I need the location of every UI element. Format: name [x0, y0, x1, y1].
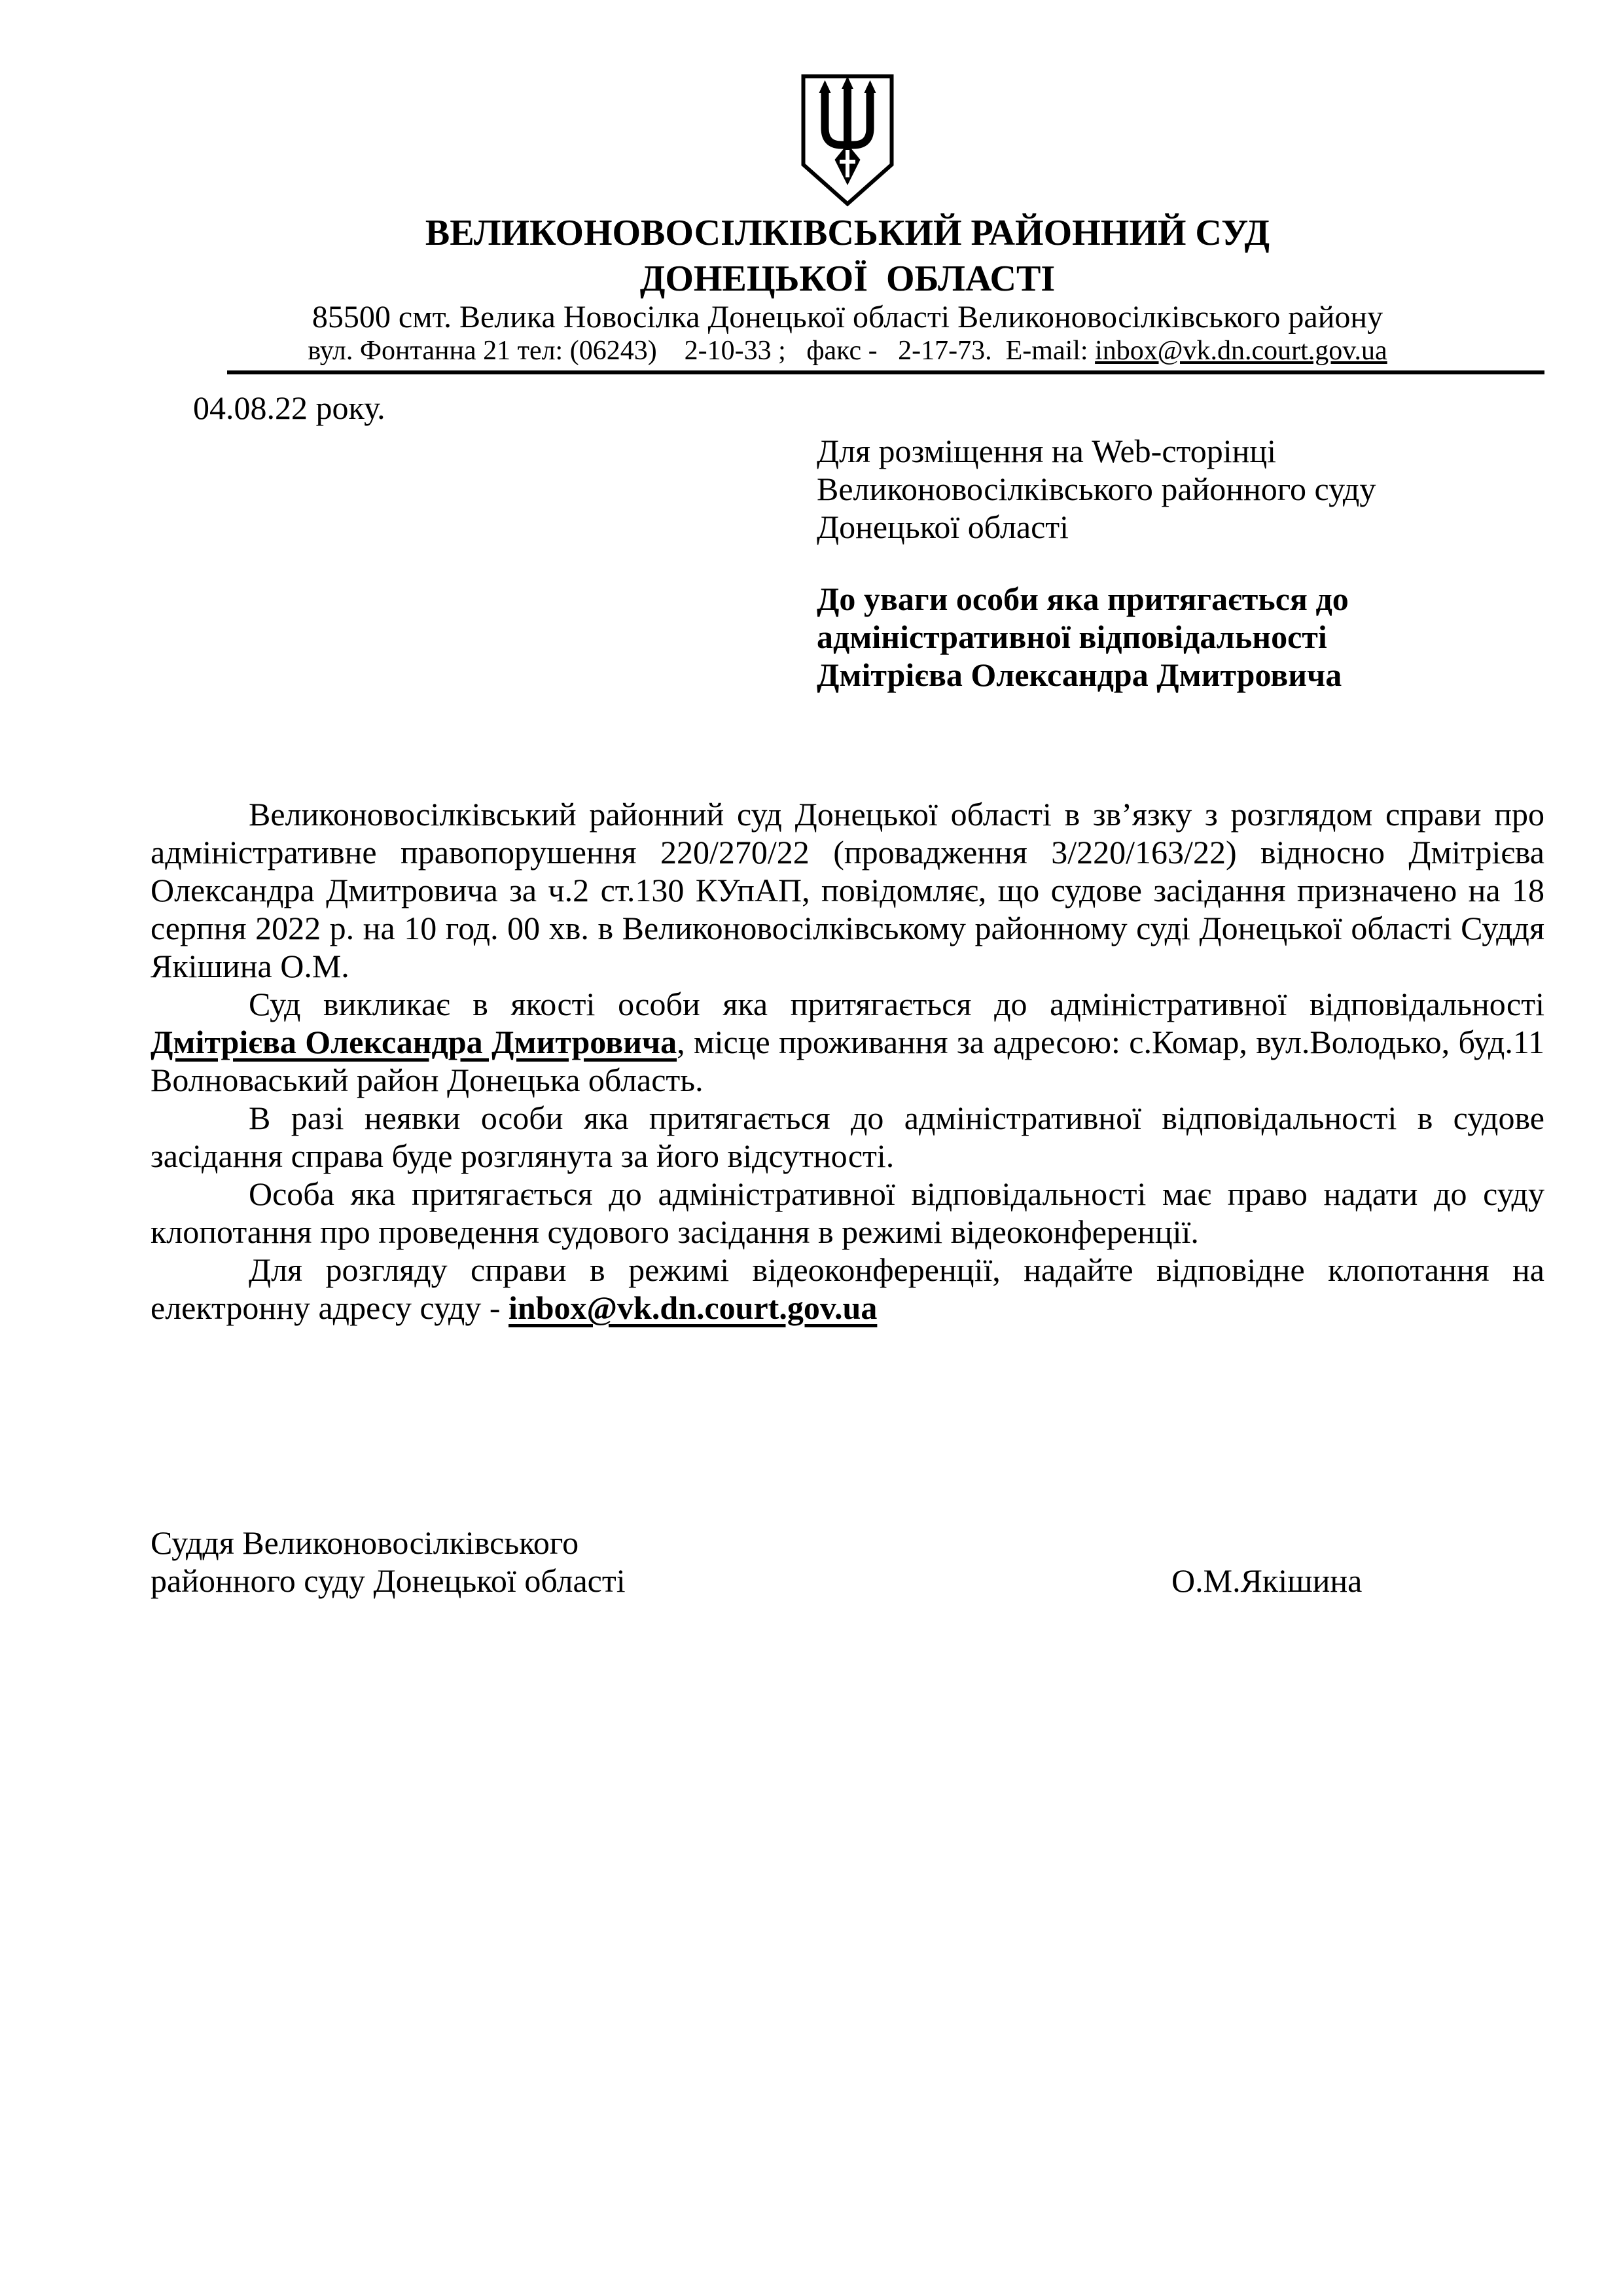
attention-line: До уваги особи яка притягається до	[817, 581, 1349, 617]
signature-title-line2: районного суду Донецької області	[151, 1562, 626, 1599]
letterhead-divider	[227, 370, 1544, 374]
document-date: 04.08.22 року.	[193, 389, 385, 426]
paragraph-hearing-notice: Великоновосілківський районний суд Донецької області в зв’язку з розглядом справи про адміністративне правопорушення 220/270/22 (провадження 3/220/163/22) відносно Дмітрієва Олександра Дмитровича за ч.2 ст.130 КУпАП, повідомляє, що судове засідання призначено на 18 серпня 2022 р. на 10 год. 00 хв. в Великоновосілківському районному суді Донецької області Суддя Якішина О.М.	[151, 796, 1544, 984]
request-text: Для розгляду справи в режимі відеоконференції, надайте відповідне клопотання на електронну адресу суду -	[151, 1251, 1544, 1326]
defendant-name: Дмітрієва Олександра Дмитровича	[151, 1024, 677, 1060]
signature-title-line1: Суддя Великоновосілківського	[151, 1524, 579, 1561]
judge-name: О.М.Якішина	[1171, 1562, 1363, 1599]
paragraph-summons	[151, 985, 1544, 1099]
court-name-line1: ВЕЛИКОНОВОСІЛКІВСЬКИЙ РАЙОННИЙ СУД	[425, 213, 1270, 253]
paragraph-videoconference-request	[151, 1251, 1544, 1327]
court-email-link-body[interactable]: inbox@vk.dn.court.gov.ua	[508, 1289, 878, 1326]
signature-block	[151, 1524, 1544, 1600]
court-email-link[interactable]: inbox@vk.dn.court.gov.ua	[1095, 336, 1387, 366]
summons-text: Суд викликає в якості особи яка притягається до адміністративної відповідальності	[249, 986, 1544, 1022]
recipient-line: Донецької області	[817, 509, 1069, 545]
court-name-line2: ДОНЕЦЬКОЇ ОБЛАСТІ	[639, 259, 1056, 299]
letter-body	[151, 795, 1544, 1327]
court-address: 85500 смт. Велика Новосілка Донецької області Великоновосілківського району	[312, 300, 1383, 334]
court-contacts-text: вул. Фонтанна 21 тел: (06243) 2-10-33 ; факс - 2-17-73. E-mail:	[308, 336, 1096, 366]
ukraine-trident-icon	[151, 73, 1544, 207]
recipient-line: Великоновосілківського районного суду	[817, 471, 1376, 507]
recipient-line: Для розміщення на Web-сторінці	[817, 433, 1277, 469]
paragraph-absence-warning: В разі неявки особи яка притягається до адміністративної відповідальності в судове засідання справа буде розглянута за його відсутності.	[151, 1100, 1544, 1174]
attention-line: адміністративної відповідальності	[817, 619, 1327, 655]
attention-line: Дмітрієва Олександра Дмитровича	[817, 656, 1342, 693]
summons-address: , місце проживання за адресою: с.Комар, вул.Володько, буд.11 Волноваський район Донецька область.	[151, 1024, 1544, 1098]
recipient-block	[817, 432, 1544, 546]
court-contacts	[151, 335, 1544, 367]
letterhead	[151, 73, 1544, 374]
paragraph-videoconference-right: Особа яка притягається до адміністративної відповідальності має право надати до суду клопотання про проведення судового засідання в режимі відеоконференції.	[151, 1175, 1544, 1250]
attention-block	[817, 580, 1544, 694]
